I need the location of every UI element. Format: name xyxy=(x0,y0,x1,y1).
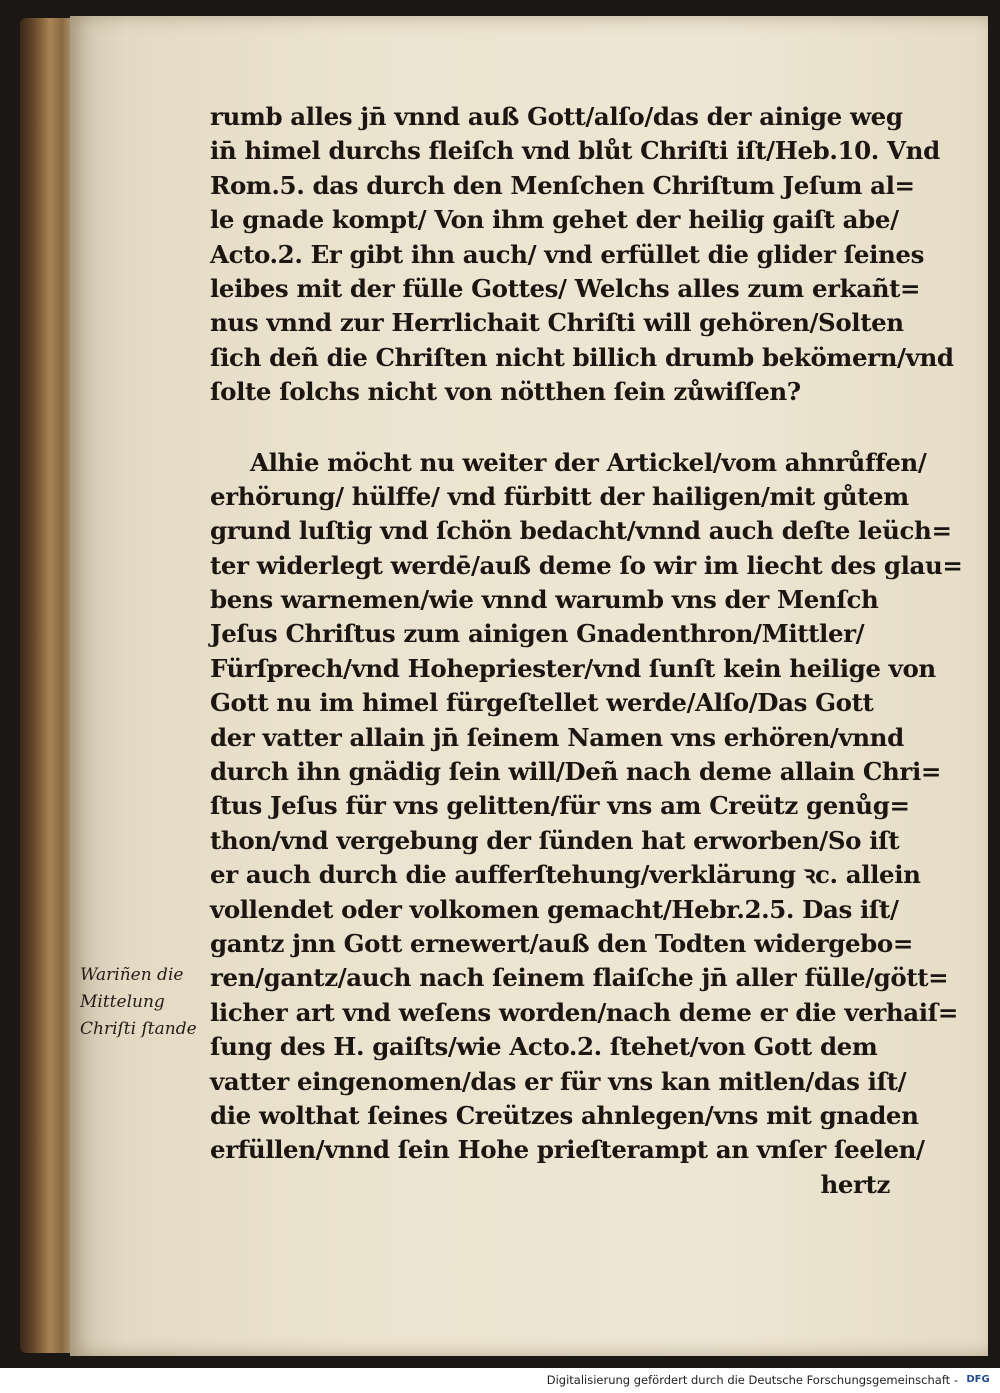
dfg-logo: DFG xyxy=(966,1374,990,1385)
text-line: in̄ himel durchs fleiſch vnd blůt Chriſti iſt/Heb.10. Vnd xyxy=(210,136,940,166)
text-line: er auch durch die aufferſtehung/verklärung ꝛc. allein xyxy=(210,860,921,890)
text-line: Rom.5. das durch den Menſchen Chriſtum Jeſum al= xyxy=(210,170,915,200)
text-line: ſung des H. gaiſts/wie Acto.2. ſtehet/von Gott dem xyxy=(210,1032,878,1062)
text-line: Gott nu im himel fürgeſtellet werde/Alſo/Das Gott xyxy=(210,688,874,718)
marginal-note-line: Mittelung xyxy=(80,992,165,1012)
text-line: leibes mit der fülle Gottes/ Welchs alles zum erkañt= xyxy=(210,273,921,303)
marginal-note-line: Wariñen die xyxy=(80,965,184,985)
catchword: hertz xyxy=(820,1169,890,1199)
text-line: ren/gantz/auch nach ſeinem flaiſche jn̄ aller fülle/gött= xyxy=(210,963,949,993)
text-line: ter widerlegt werdē/auß deme ſo wir im liecht des glau= xyxy=(210,550,963,580)
footer-credit: Digitalisierung gefördert durch die Deutsche Forschungsgemeinschaft - xyxy=(546,1373,958,1387)
text-line: ſich deñ die Chriſten nicht billich drumb bekömern/vnd xyxy=(210,342,954,372)
text-line: Alhie möcht nu weiter der Artickel/vom ahnrůffen/ xyxy=(250,447,927,477)
text-line: grund luſtig vnd ſchön bedacht/vnnd auch deſte leüch= xyxy=(210,516,952,546)
paragraph-2 xyxy=(210,446,963,1168)
text-line: ſtus Jeſus für vns gelitten/für vns am Creütz genůg= xyxy=(210,791,910,821)
text-line: erfüllen/vnnd ſein Hohe prieſterampt an vnſer ſeelen/ xyxy=(210,1135,925,1165)
main-text-block xyxy=(210,100,963,1202)
text-line: die wolthat ſeines Creützes ahnlegen/vns mit gnaden xyxy=(210,1100,919,1130)
text-line: nus vnnd zur Herrlichait Chriſti will gehören/Solten xyxy=(210,308,904,338)
text-line: gantz jnn Gott ernewert/auß den Todten widergebo= xyxy=(210,928,913,958)
text-line: le gnade kompt/ Von ihm gehet der heilig gaiſt abe/ xyxy=(210,205,899,235)
text-line: Fürſprech/vnd Hohepriester/vnd ſunſt kein heilige von xyxy=(210,653,936,683)
text-line: vatter eingenomen/das er für vns kan mitlen/das iſt/ xyxy=(210,1066,907,1096)
text-line: durch ihn gnädig ſein will/Deñ nach deme allain Chri= xyxy=(210,757,941,787)
text-line: bens warnemen/wie vnnd warumb vns der Menſch xyxy=(210,585,879,615)
text-line: ſolte ſolchs nicht von nötthen ſein zůwiſſen? xyxy=(210,377,801,407)
marginal-note-line: Chriſti ſtande xyxy=(80,1019,197,1039)
text-line: erhörung/ hülffe/ vnd fürbitt der hailigen/mit gůtem xyxy=(210,481,909,511)
text-line: thon/vnd vergebung der ſünden hat erworben/So iſt xyxy=(210,825,900,855)
text-line: vollendet oder volkomen gemacht/Hebr.2.5. Das iſt/ xyxy=(210,894,899,924)
paragraph-gap xyxy=(210,410,890,446)
text-line: Acto.2. Er gibt ihn auch/ vnd erfüllet die glider ſeines xyxy=(210,239,924,269)
text-line: Jeſus Chriſtus zum ainigen Gnadenthron/Mittler/ xyxy=(210,619,865,649)
text-line: licher art vnd weſens worden/nach deme er die verhaiſ= xyxy=(210,997,958,1027)
paragraph-1 xyxy=(210,100,954,410)
marginal-note xyxy=(80,962,210,1043)
text-line: rumb alles jn̄ vnnd auß Gott/alſo/das der ainige weg xyxy=(210,102,903,131)
text-line: der vatter allain jn̄ ſeinem Namen vns erhören/vnnd xyxy=(210,722,904,752)
